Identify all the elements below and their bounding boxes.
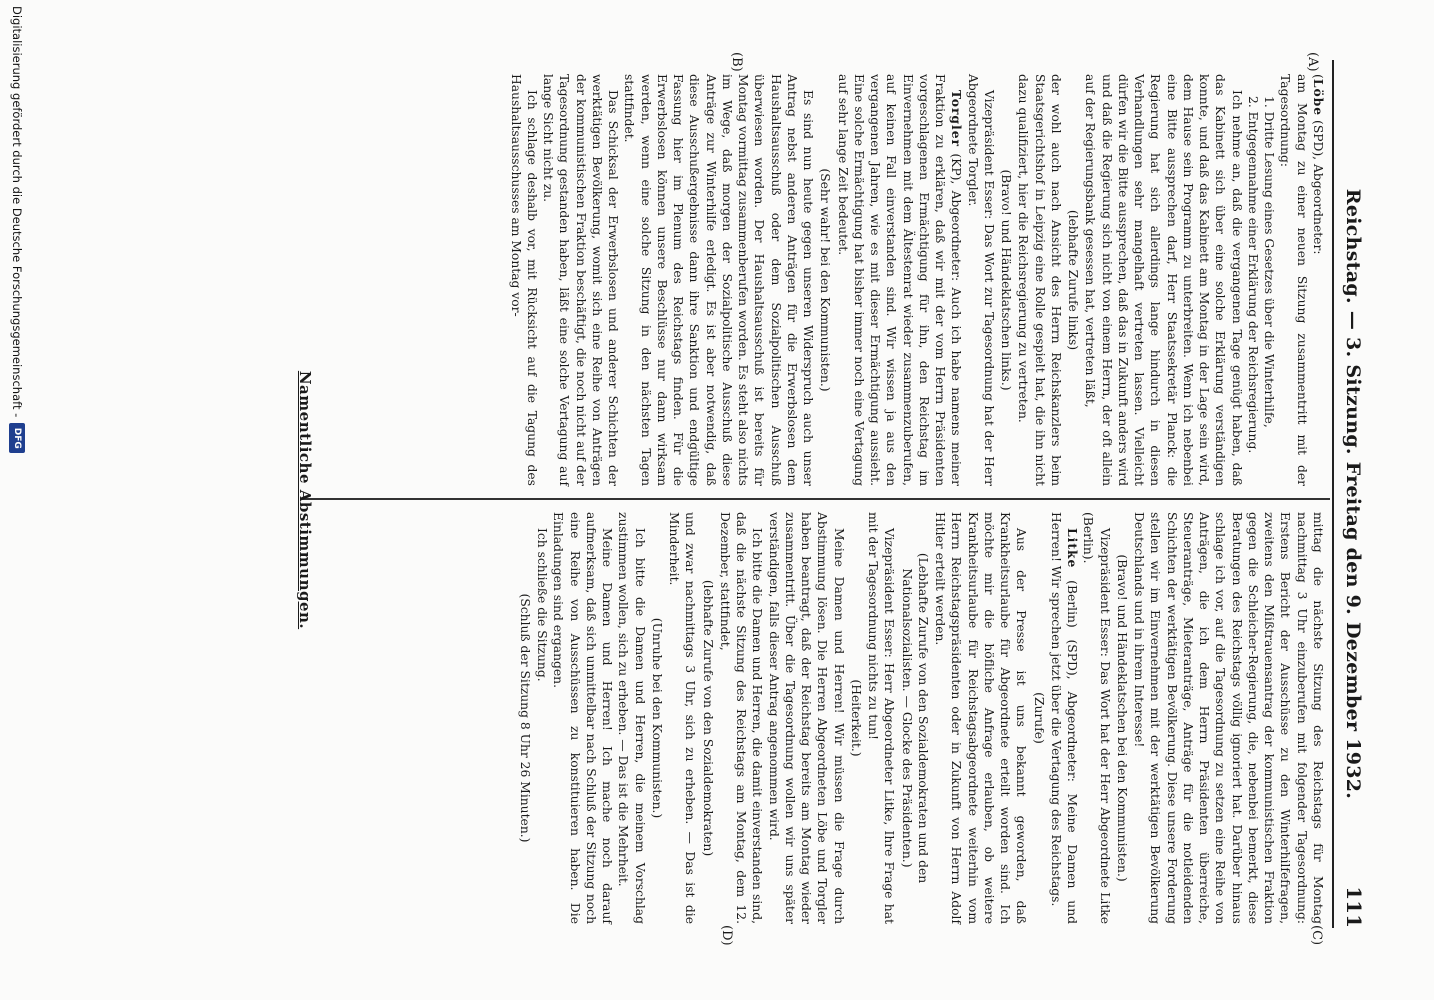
speaker-continuation: (Löbe (SPD), Abgeordneter:	[1311, 74, 1326, 255]
left-column	[508, 74, 1327, 486]
margin-mark-d: (D)	[719, 925, 734, 946]
paragraph: Das Schicksal der Erwerbslosen und anderer Schichten der werktätigen Bevölkerung, womit sich eine Reihe von Anträgen der kommunistischen Fraktion beschäftigt, die noch nicht auf der Tagesordnung gestanden haben, läßt eine solche Vertagung auf lange Sicht nicht zu.	[541, 74, 621, 486]
speaker-role: (SPD), Abgeordneter:	[1311, 120, 1325, 255]
paragraph: Meine Damen und Herren! Wir müssen die Frage durch Abstimmung lösen. Die Herren Abgeordneten Löbe und Torgler haben beantragt, daß der Reichstag bereits am Montag wieder zusammentritt. Über die Tagesordnung wollen wir uns später verständigen, falls dieser Antrag angenommen wird.	[766, 512, 846, 924]
paragraph: der wohl auch nach Ansicht des Herrn Reichskanzlers beim Staatsgerichtshof in Leipzig eine Rolle gespielt hat, die ihn nicht dazu qualifiziert, hier die Reichsregierung zu vertreten.	[1016, 74, 1063, 486]
column-divider	[302, 498, 1330, 500]
speech-start	[1048, 512, 1081, 924]
interjection: (Lebhafte Zurufe von den Sozialdemokraten und den Nationalsozialisten. — Glocke des Präsidenten.)	[899, 552, 930, 884]
interjection: (lebhafte Zurufe von den Sozialdemokraten)	[700, 579, 715, 857]
speech-start	[835, 74, 965, 486]
paragraph: Vizepräsident Esser: Herr Abgeordneter Litke, Ihre Frage hat mit der Tagesordnung nichts zu tun!	[866, 512, 897, 924]
digitization-note: Digitalisierung gefördert durch die Deutsche Forschungsgemeinschaft -	[10, 6, 24, 418]
agenda-item: 2. Entgegennahme einer Erklärung der Reichsregierung.	[1246, 96, 1260, 454]
digitization-credit	[0, 0, 34, 1000]
interjection: (lebhafte Zurufe links)	[1066, 209, 1081, 351]
margin-mark-c: (C)	[1309, 925, 1324, 946]
interjection: (Sehr wahr! bei den Kommunisten.)	[818, 168, 833, 392]
dfg-logo-icon: DFG	[9, 423, 25, 453]
agenda-item: 1. Dritte Lesung eines Gesetzes über die Winterhilfe,	[1262, 96, 1277, 428]
section-heading	[296, 0, 314, 1000]
speech-text: (KP), Abgeordneter: Auch ich habe namens meiner Fraktion zu erklären, daß wir mit der vom Herrn Präsidenten vorgeschlagenen Ermächtigung für ihn, den Reichstag im Einvernehmen mit dem Ältestenrat wieder zusammenzuberufen, auf keinen Fall einverstanden sind. Wir wissen ja aus den vergangenen Jahren, wie es mit dieser Ermächtigung aussieht. Eine solche Ermächtigung hat bisher immer noch eine Vertagung auf sehr lange Zeit bedeutet.	[835, 74, 964, 486]
speech-text: (Berlin) (SPD), Abgeordneter: Meine Damen und Herren! Wir sprechen jetzt über die Vertagung des Reichstags.	[1049, 512, 1080, 924]
footer-title: Namentliche Abstimmungen.	[296, 370, 314, 630]
paragraph: mittag die nächste Sitzung des Reichstags für Montag nachmittag 3 Uhr einzuberufen mit folgender Tagesordnung: Erstens Bericht der Ausschüsse zu den Winterhilfefragen, zweitens den Mißtrauensantrag der kommunistischen Fraktion gegen die Schleicher-Regierung, die, nebenbei bemerkt, diese Beratungen des Reichstags völlig ignoriert hat. Darüber hinaus schlage ich vor, auf die Tagesordnung zu setzen eine Reihe von Anträgen, die ich dem Herrn Präsidenten überreiche, Steueranträge, Mieteranträge, Anträge für die notleidenden Schichten der werktätigen Bevölkerung. Diese unsere Forderung stellen wir im Einvernehmen mit der werktätigen Bevölkerung Deutschlands und in ihrem Interesse!	[1132, 512, 1325, 924]
interjection: (Bravo! und Händeklatschen links.)	[999, 169, 1014, 391]
header-title: Reichstag. — 3. Sitzung. Freitag den 9. Dezember 1932.	[1342, 188, 1364, 800]
header-rule	[1332, 60, 1334, 928]
paragraph: Meine Damen und Herren! Ich mache noch darauf aufmerksam, daß sich unmittelbar nach Schluß der Sitzung noch eine Reihe von Ausschüssen zu konstituieren haben. Die Einladungen sind ergangen.	[551, 512, 615, 924]
margin-mark-a: (A)	[1305, 52, 1320, 72]
paragraph: Es sind nun heute gegen unseren Widerspruch auch unser Antrag nebst anderen Anträgen für die Erwerbslosen dem Haushaltsausschuß oder dem Sozialpolitischen Ausschuß überwiesen worden. Der Haushaltsausschuß ist bereits für Montag vormittag zusammenberufen worden. Es steht also nichts im Wege, daß morgen der Sozialpolitische Ausschuß diese Anträge zur Winterhilfe erledigt. Es ist aber notwendig, daß diese Ausschußergebnisse dann ihre Sanktion und endgültige Fassung hier im Plenum des Reichstags finden. Für die Erwerbslosen können unsere Beschlüsse nur dann wirksam werden, wenn eine solche Sitzung in den nächsten Tagen stattfindet.	[622, 74, 816, 486]
speaker-name: Torgler	[949, 90, 965, 147]
paragraph: Ich bitte die Damen und Herren, die meinem Vorschlag zustimmen wollen, sich zu erheben. — Das ist die Mehrheit.	[616, 512, 647, 924]
speaker-name: Litke	[1065, 528, 1081, 569]
interjection: (Zurufe)	[1031, 692, 1046, 744]
speaker-name: Löbe	[1311, 78, 1326, 117]
paragraph: am Montag zu einer neuen Sitzung zusammentritt mit der Tagesordnung:	[1278, 74, 1309, 486]
paragraph: Vizepräsident Esser: Das Wort zur Tagesordnung hat der Herr Abgeordnete Torgler.	[965, 74, 996, 486]
right-column	[516, 512, 1326, 924]
paragraph: und zwar nachmittags 3 Uhr, sich zu erheben. — Das ist die Minderheit.	[667, 512, 698, 924]
paragraph: Vizepräsident Esser: Das Wort hat der Herr Abgeordnete Litke (Berlin).	[1081, 512, 1112, 924]
paragraph: Ich nehme an, daß die vergangenen Tage genügt haben, daß das Kabinett sich über eine solche Erklärung verständigen konnte, und daß das Kabinett am Montag in der Lage sein wird, dem Hause sein Programm zu unterbreiten. Wenn ich nebenbei eine Bitte aussprechen darf, Herr Staatssekretär Planck: die Regierung hat sich allerdings lange hindurch in diesen Verhandlungen sehr mangelhaft vertreten lassen. Vielleicht dürfen wir die Bitte aussprechen, daß das in Zukunft anders wird und daß die Regierung sich nicht von einem Herrn, der oft allein auf der Regierungsbank gesessen hat, vertreten läßt,	[1083, 74, 1244, 486]
margin-mark-b: (B)	[729, 52, 744, 72]
interjection: (Heiterkeit.)	[849, 679, 863, 757]
paragraph: Ich bitte die Damen und Herren, die damit einverstanden sind, daß die nächste Sitzung des Reichstags am Montag, dem 12. Dezember, stattfindet,	[718, 512, 765, 924]
paragraph: Ich schlage deshalb vor, mit Rücksicht auf die Tagung des Haushaltsausschusses am Montag vor-	[508, 74, 539, 486]
session-end-note: (Schluß der Sitzung 8 Uhr 26 Minuten.)	[518, 593, 532, 843]
paragraph: Ich schließe die Sitzung.	[535, 528, 550, 682]
interjection: (Bravo! und Händeklatschen bei den Kommunisten.)	[1115, 554, 1129, 882]
page-number: 111	[1342, 886, 1366, 928]
paragraph: Aus der Presse ist uns bekannt geworden, daß Krankheitsurlaube für Abgeordnete erteilt worden sind. Ich möchte mir die höfliche Anfrage erlauben, ob weitere Krankheitsurlaube für Reichstagsabgeordnete weiterhin vom Herrn Reichstagspräsidenten oder in Zukunft von Herrn Adolf Hitler erteilt werden.	[933, 512, 1029, 924]
page-header	[1342, 60, 1382, 928]
interjection: (Unruhe bei den Kommunisten.)	[650, 617, 664, 819]
